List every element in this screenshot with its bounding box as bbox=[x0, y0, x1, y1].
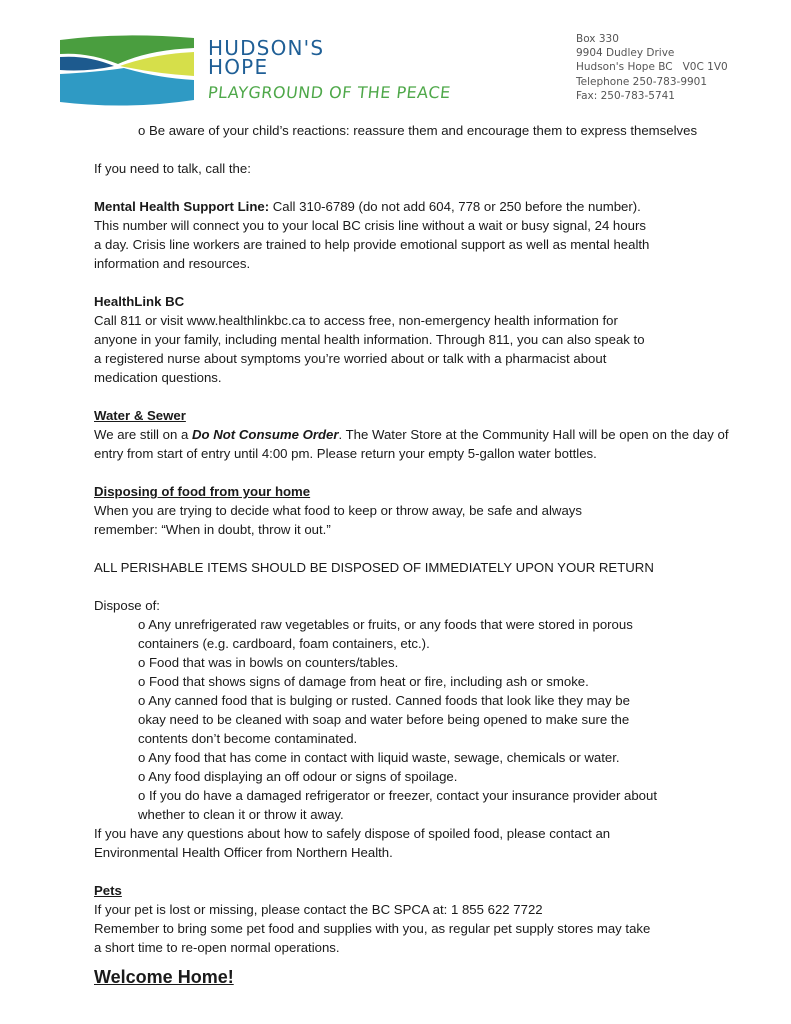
perishable-warning: ALL PERISHABLE ITEMS SHOULD BE DISPOSED OF IMMEDIATELY UPON YOUR RETURN bbox=[94, 560, 654, 575]
food-line: When you are trying to decide what food to keep or throw away, be safe and always bbox=[94, 503, 582, 518]
food-closing-line: If you have any questions about how to safely dispose of spoiled food, please contact an bbox=[94, 826, 611, 841]
child-bullet: o Be aware of your child’s reactions: reassure them and encourage them to express themselves bbox=[138, 123, 698, 138]
logo-tagline: PLAYGROUND OF THE PEACE bbox=[207, 83, 452, 102]
dispose-item: o If you do have a damaged refrigerator or freezer, contact your insurance provider about bbox=[138, 788, 658, 803]
dispose-label: Dispose of: bbox=[94, 598, 160, 613]
food-heading: Disposing of food from your home bbox=[94, 484, 311, 499]
mental-health-line: This number will connect you to your local BC crisis line without a wait or busy signal, 24 hours bbox=[94, 218, 646, 233]
food-line: remember: “When in doubt, throw it out.” bbox=[94, 522, 331, 537]
water-line bbox=[94, 425, 734, 444]
talk-intro: If you need to talk, call the: bbox=[94, 161, 251, 176]
mental-health-line: a day. Crisis line workers are trained to help provide emotional support as well as mental health bbox=[94, 237, 650, 252]
dispose-item: whether to clean it or throw it away. bbox=[138, 807, 344, 822]
address-line: Fax: 250-783-5741 bbox=[576, 89, 675, 102]
mental-health-label: Mental Health Support Line: bbox=[94, 199, 270, 214]
water-text: We are still on a bbox=[94, 427, 192, 442]
healthlink-line: Call 811 or visit www.healthlinkbc.ca to access free, non-emergency health information for bbox=[94, 313, 618, 328]
address-line: Box 330 bbox=[576, 33, 619, 45]
dispose-item: o Any food that has come in contact with liquid waste, sewage, chemicals or water. bbox=[138, 750, 620, 765]
address-line: Telephone 250-783-9901 bbox=[576, 75, 708, 88]
pets-line: Remember to bring some pet food and supplies with you, as regular pet supply stores may take bbox=[94, 921, 651, 936]
address-line: Hudson's Hope BC V0C 1V0 bbox=[576, 61, 728, 74]
water-line: entry from start of entry until 4:00 pm. Please return your empty 5-gallon water bottles. bbox=[94, 446, 597, 461]
water-text: . The Water Store at the Community Hall will be open on the day of bbox=[338, 427, 729, 442]
mental-health-line: Call 310-6789 (do not add 604, 778 or 250 before the number). bbox=[269, 199, 641, 214]
address-line: 9904 Dudley Drive bbox=[576, 47, 675, 60]
logo-mark-icon bbox=[58, 30, 196, 108]
logo-name-line2: HOPE bbox=[208, 55, 269, 79]
dispose-item: o Any food displaying an off odour or signs of spoilage. bbox=[138, 769, 458, 784]
logo-name-line1: HUDSON'S bbox=[208, 36, 325, 60]
dispose-item: o Any unrefrigerated raw vegetables or fruits, or any foods that were stored in porous bbox=[138, 617, 633, 632]
dispose-item: o Food that was in bowls on counters/tables. bbox=[138, 655, 399, 670]
pets-line: If your pet is lost or missing, please contact the BC SPCA at: 1 855 622 7722 bbox=[94, 902, 543, 917]
pets-heading: Pets bbox=[94, 883, 122, 898]
food-closing-line: Environmental Health Officer from Northern Health. bbox=[94, 845, 393, 860]
healthlink-line: a registered nurse about symptoms you’re worried about or talk with a pharmacist about bbox=[94, 351, 607, 366]
mental-health-line: information and resources. bbox=[94, 256, 251, 271]
do-not-consume-order: Do Not Consume Order bbox=[191, 427, 339, 442]
dispose-item: containers (e.g. cardboard, foam containers, etc.). bbox=[138, 636, 430, 651]
dispose-item: o Food that shows signs of damage from heat or fire, including ash or smoke. bbox=[138, 674, 589, 689]
welcome-home-heading: Welcome Home! bbox=[94, 967, 234, 987]
document-body bbox=[94, 121, 734, 989]
hudsons-hope-logo bbox=[58, 30, 452, 110]
dispose-item: contents don’t become contaminated. bbox=[138, 731, 358, 746]
dispose-item: okay need to be cleaned with soap and water before being opened to make sure the bbox=[138, 712, 630, 727]
mental-health-paragraph bbox=[94, 197, 734, 216]
pets-line: a short time to re-open normal operations. bbox=[94, 940, 340, 955]
water-heading: Water & Sewer bbox=[94, 408, 186, 423]
healthlink-heading: HealthLink BC bbox=[94, 294, 185, 309]
address-block bbox=[576, 32, 728, 103]
healthlink-line: anyone in your family, including mental health information. Through 811, you can also speak to bbox=[94, 332, 645, 347]
healthlink-line: medication questions. bbox=[94, 370, 222, 385]
dispose-item: o Any canned food that is bulging or rusted. Canned foods that look like they may be bbox=[138, 693, 630, 708]
